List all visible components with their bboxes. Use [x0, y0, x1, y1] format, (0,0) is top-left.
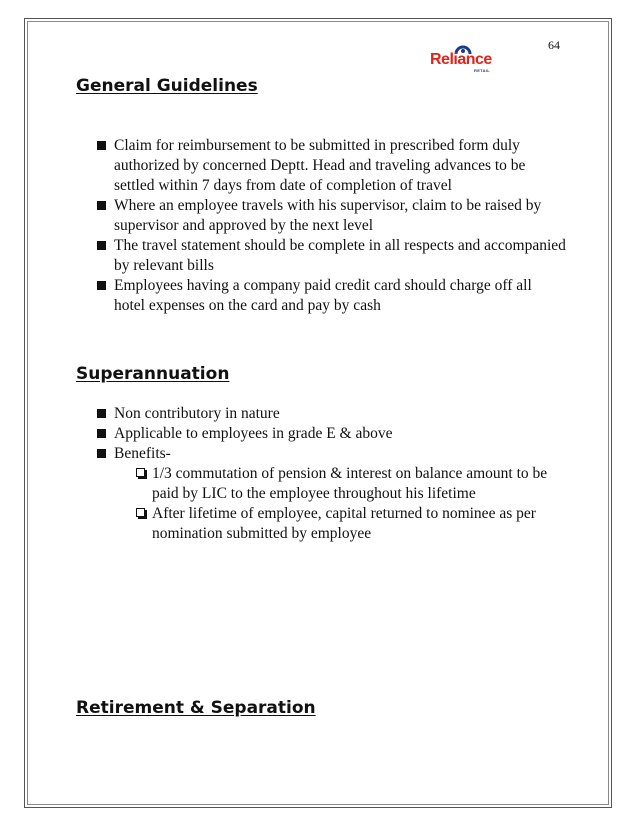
list-item-text: The travel statement should be complete in all respects and accompanied by relevant bills [114, 237, 566, 274]
list-item [96, 236, 566, 276]
list-item-text: Non contributory in nature [114, 405, 280, 422]
sublist-item-text: After lifetime of employee, capital returned to nominee as per nomination submitted by employee [152, 505, 536, 542]
square-bullet-icon [97, 449, 106, 458]
list-item [96, 196, 566, 236]
reliance-logo-icon [430, 44, 502, 74]
general-guidelines-list [96, 136, 566, 316]
list-item-text: Where an employee travels with his supervisor, claim to be raised by supervisor and approved by the next level [114, 197, 542, 234]
benefits-sublist [114, 464, 566, 544]
list-item-text: Benefits- [114, 445, 171, 462]
list-item [96, 424, 566, 444]
sublist-item-text: 1/3 commutation of pension & interest on balance amount to be paid by LIC to the employee throughout his lifetime [152, 465, 548, 502]
square-bullet-icon [97, 201, 106, 210]
list-item [96, 444, 566, 544]
section-heading-general-guidelines: General Guidelines [76, 76, 258, 96]
checkbox-bullet-icon [136, 508, 145, 517]
list-item-text: Employees having a company paid credit card should charge off all hotel expenses on the card and pay by cash [114, 277, 532, 314]
list-item [96, 276, 566, 316]
square-bullet-icon [97, 141, 106, 150]
section-heading-retirement-separation: Retirement & Separation [76, 698, 316, 718]
list-item-text: Applicable to employees in grade E & above [114, 425, 393, 442]
sublist-item [134, 464, 566, 504]
logo-sub-text: RETAIL [474, 68, 490, 73]
list-item [96, 404, 566, 424]
square-bullet-icon [97, 429, 106, 438]
square-bullet-icon [97, 241, 106, 250]
sublist-item [134, 504, 566, 544]
section-heading-superannuation: Superannuation [76, 364, 230, 384]
checkbox-bullet-icon [136, 468, 145, 477]
square-bullet-icon [97, 281, 106, 290]
square-bullet-icon [97, 409, 106, 418]
superannuation-list [96, 404, 566, 544]
page-number: 64 [548, 38, 560, 52]
list-item [96, 136, 566, 196]
list-item-text: Claim for reimbursement to be submitted in prescribed form duly authorized by concerned Deptt. Head and traveling advances to be settled within 7 days from date of completion of travel [114, 137, 526, 194]
logo-brand-text: Reliance [430, 51, 492, 68]
